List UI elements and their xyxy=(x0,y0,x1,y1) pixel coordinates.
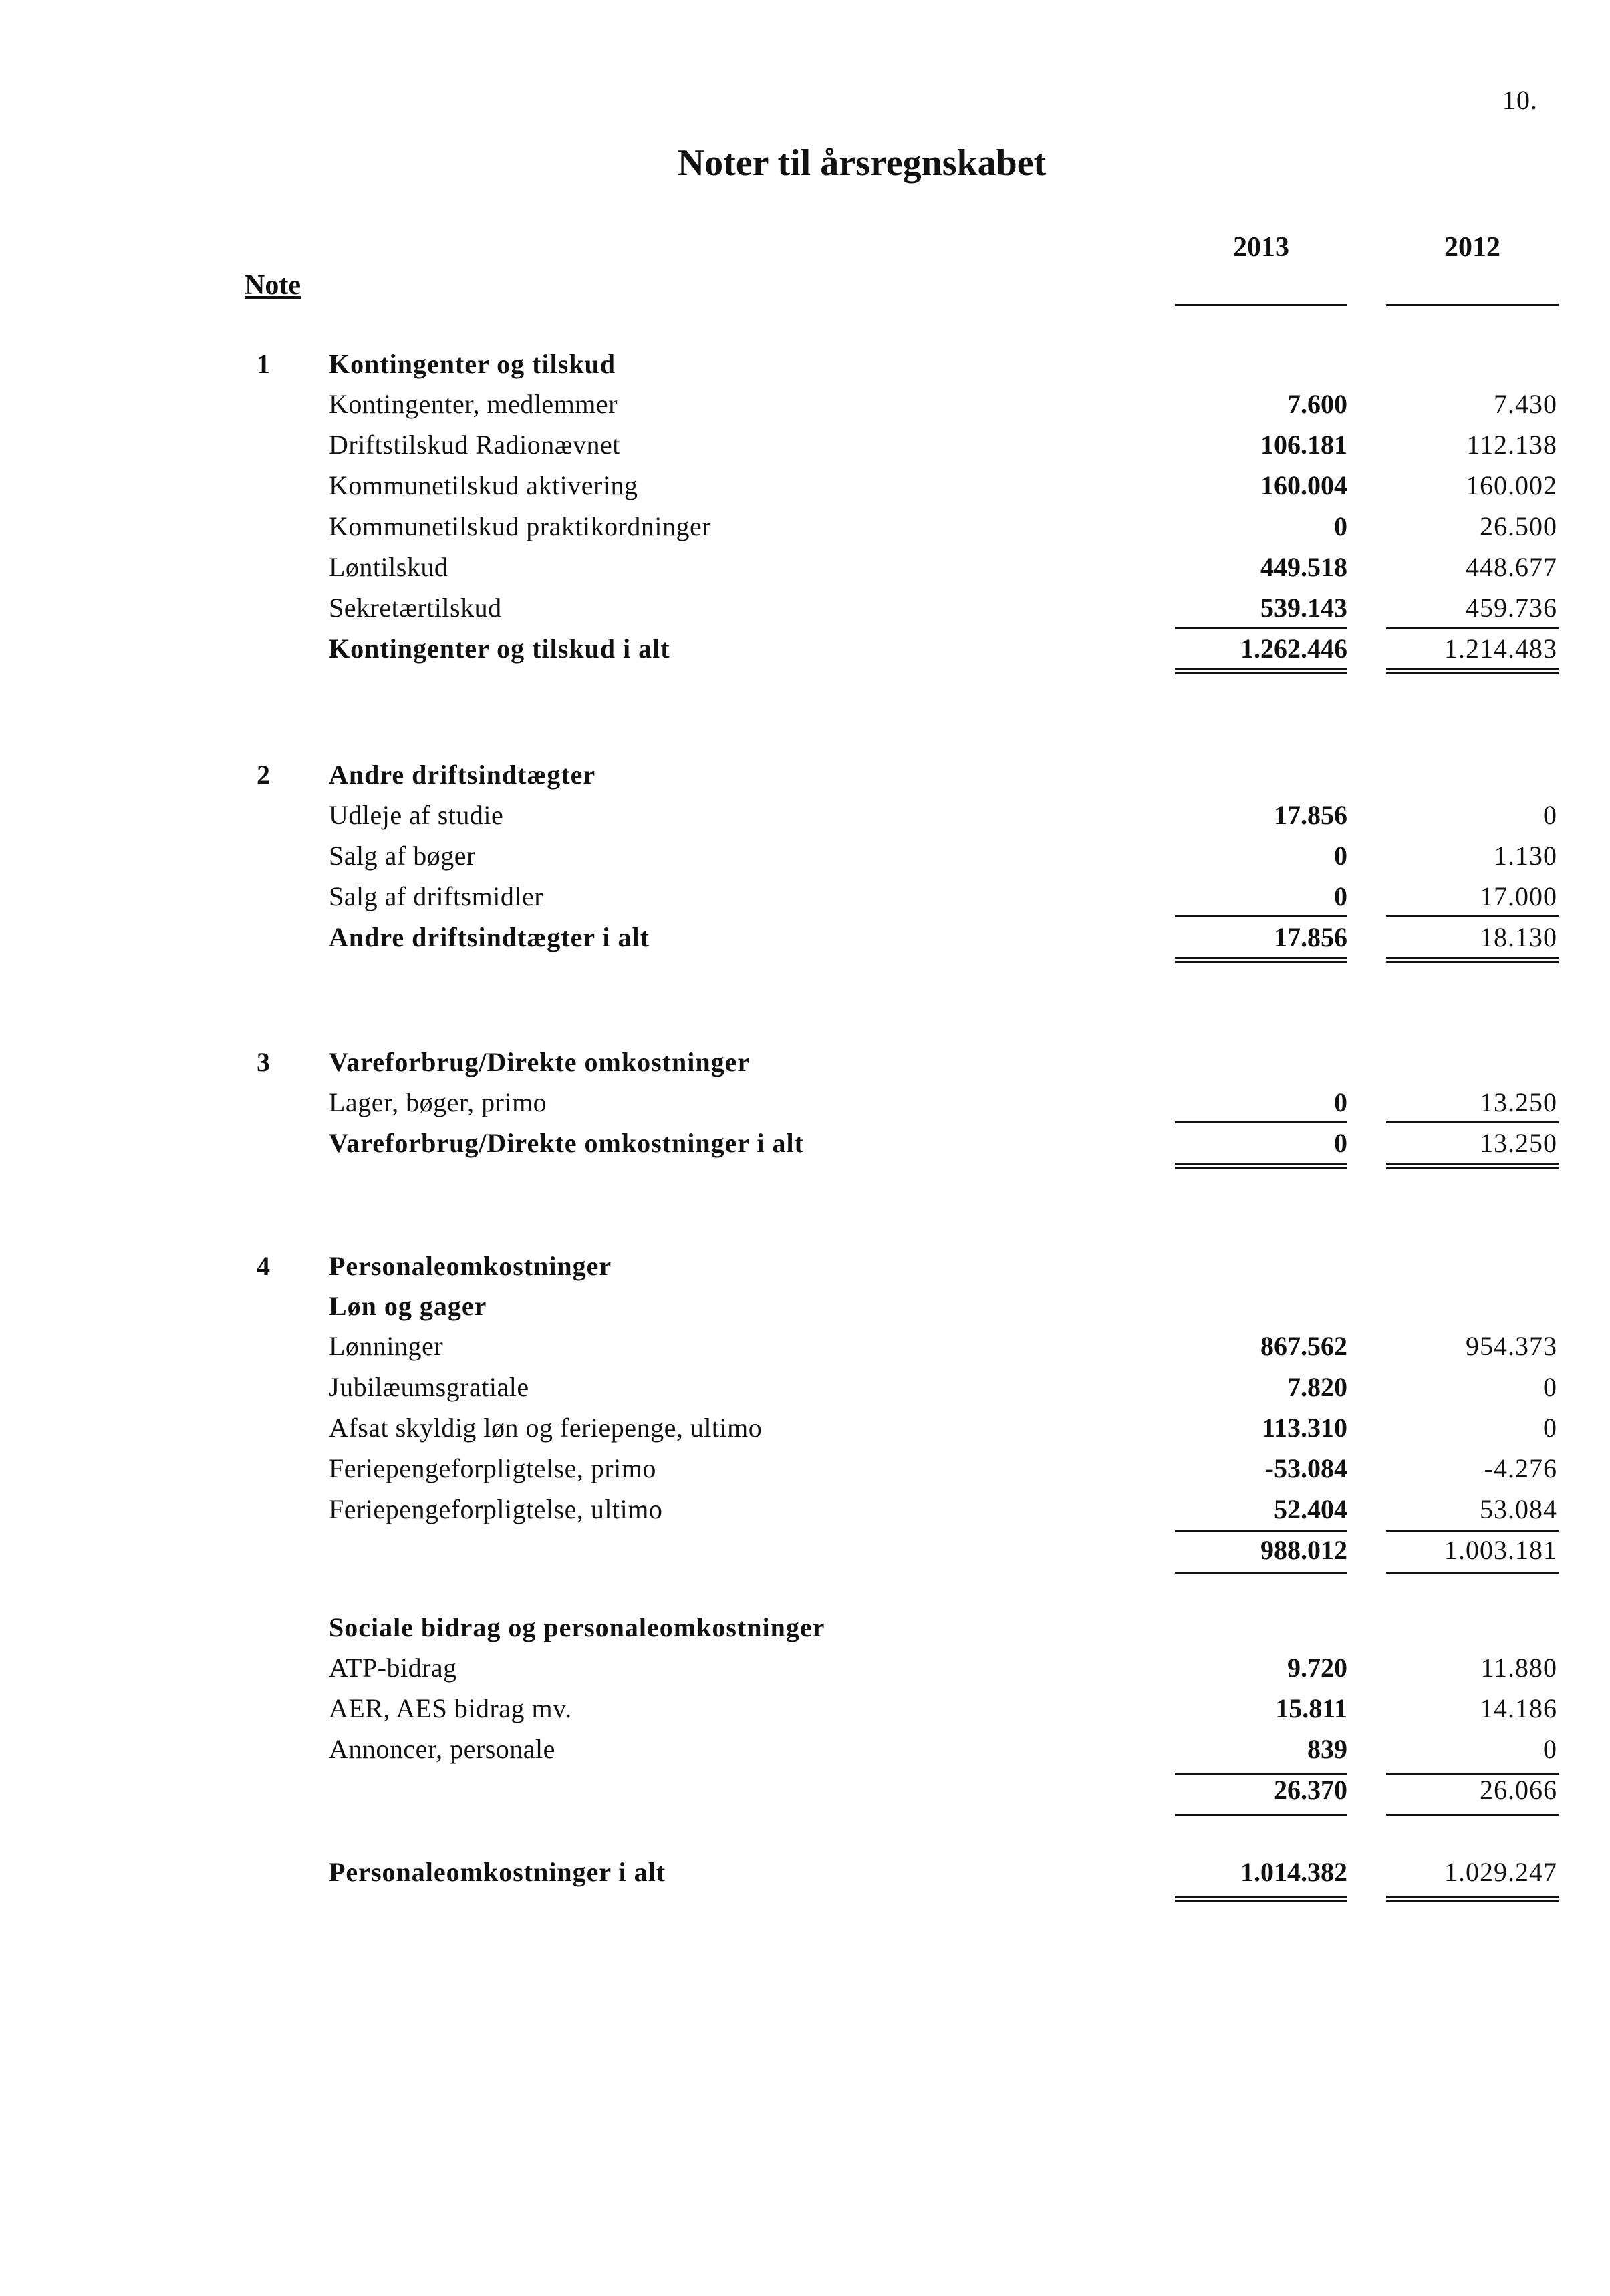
double-rule xyxy=(1386,1163,1559,1169)
row-label: Feriepengeforpligtelse, ultimo xyxy=(329,1494,663,1524)
table-row xyxy=(0,1489,1610,1530)
value-2012: 7.430 xyxy=(1494,389,1557,419)
row-label: ATP-bidrag xyxy=(329,1653,457,1683)
note-4-subheading-2: Sociale bidrag og personaleomkostninger xyxy=(329,1612,825,1642)
table-row xyxy=(0,795,1610,836)
row-label: Sekretærtilskud xyxy=(329,593,502,623)
total-row xyxy=(0,917,1610,958)
value-2012: -4.276 xyxy=(1484,1453,1557,1483)
header-rule-2013 xyxy=(1175,304,1347,306)
value-2013: 0 xyxy=(1334,881,1347,911)
double-rule xyxy=(1175,1896,1347,1902)
row-label: Afsat skyldig løn og feriepenge, ultimo xyxy=(329,1413,763,1443)
total-row xyxy=(0,629,1610,670)
value-2013: 106.181 xyxy=(1260,430,1347,460)
subtotal-bottom-rule xyxy=(1175,1572,1347,1574)
row-label: Feriepengeforpligtelse, primo xyxy=(329,1453,656,1483)
total-2013: 1.014.382 xyxy=(1240,1857,1347,1887)
row-label: Salg af driftsmidler xyxy=(329,881,544,911)
total-label: Vareforbrug/Direkte omkostninger i alt xyxy=(329,1128,804,1158)
row-label: Udleje af studie xyxy=(329,800,504,830)
table-row xyxy=(0,588,1610,629)
value-2013: 9.720 xyxy=(1287,1653,1347,1683)
total-label: Kontingenter og tilskud i alt xyxy=(329,633,670,664)
table-row xyxy=(0,507,1610,547)
note-1-heading: Kontingenter og tilskud xyxy=(329,349,616,379)
value-2012: 954.373 xyxy=(1466,1331,1557,1361)
row-label: Salg af bøger xyxy=(329,841,476,871)
total-2013: 1.262.446 xyxy=(1240,633,1347,664)
subtotal-2013: 988.012 xyxy=(1260,1535,1347,1565)
value-2012: 0 xyxy=(1543,800,1557,830)
value-2012: 11.880 xyxy=(1480,1653,1557,1683)
double-rule xyxy=(1175,668,1347,674)
column-header-2012: 2012 xyxy=(1444,232,1500,263)
page-number: 10. xyxy=(1502,85,1538,115)
double-rule xyxy=(1386,668,1559,674)
table-row xyxy=(0,836,1610,877)
total-2013: 17.856 xyxy=(1274,922,1347,952)
value-2013: 0 xyxy=(1334,511,1347,541)
subtotal-bottom-rule xyxy=(1175,1814,1347,1816)
note-column-header: Note xyxy=(245,270,301,301)
value-2013: 160.004 xyxy=(1260,470,1347,500)
value-2012: 0 xyxy=(1543,1372,1557,1402)
total-2012: 18.130 xyxy=(1480,922,1557,952)
total-2013: 0 xyxy=(1334,1128,1347,1158)
value-2012: 53.084 xyxy=(1480,1494,1557,1524)
table-row xyxy=(0,1083,1610,1123)
row-label: Kommunetilskud aktivering xyxy=(329,470,638,500)
total-row xyxy=(0,1123,1610,1164)
total-2012: 13.250 xyxy=(1480,1128,1557,1158)
table-row xyxy=(0,547,1610,588)
note-2-section xyxy=(0,755,1610,958)
double-rule xyxy=(1175,957,1347,963)
table-row xyxy=(0,1689,1610,1729)
note-2-heading: Andre driftsindtægter xyxy=(329,760,596,790)
subtotal-bottom-rule xyxy=(1386,1814,1559,1816)
note-2-number: 2 xyxy=(257,760,270,790)
row-label: Annoncer, personale xyxy=(329,1734,555,1764)
subtotal-row xyxy=(0,1770,1610,1811)
row-label: Jubilæumsgratiale xyxy=(329,1372,529,1402)
table-row xyxy=(0,1326,1610,1367)
value-2012: 0 xyxy=(1543,1413,1557,1443)
note-1-section xyxy=(0,344,1610,670)
row-label: AER, AES bidrag mv. xyxy=(329,1693,572,1723)
table-row xyxy=(0,1408,1610,1449)
row-label: Lager, bøger, primo xyxy=(329,1087,547,1117)
table-row xyxy=(0,877,1610,917)
column-header-2013: 2013 xyxy=(1233,232,1289,263)
value-2012: 14.186 xyxy=(1480,1693,1557,1723)
value-2012: 112.138 xyxy=(1466,430,1557,460)
value-2013: 7.600 xyxy=(1287,389,1347,419)
subtotal-bottom-rule xyxy=(1386,1572,1559,1574)
note-3-number: 3 xyxy=(257,1047,270,1077)
row-label: Kommunetilskud praktikordninger xyxy=(329,511,712,541)
table-row xyxy=(0,384,1610,425)
double-rule xyxy=(1386,1896,1559,1902)
note-3-section xyxy=(0,1042,1610,1164)
value-2012: 17.000 xyxy=(1480,881,1557,911)
row-label: Driftstilskud Radionævnet xyxy=(329,430,620,460)
value-2013: 52.404 xyxy=(1274,1494,1347,1524)
subtotal-row xyxy=(0,1530,1610,1571)
subtotal-2013: 26.370 xyxy=(1274,1775,1347,1805)
total-2012: 1.214.483 xyxy=(1444,633,1557,664)
value-2013: 449.518 xyxy=(1260,552,1347,582)
note-3-heading: Vareforbrug/Direkte omkostninger xyxy=(329,1047,751,1077)
value-2013: 113.310 xyxy=(1262,1413,1347,1443)
double-rule xyxy=(1386,957,1559,963)
table-row xyxy=(0,1648,1610,1689)
value-2013: 0 xyxy=(1334,841,1347,871)
note-4-number: 4 xyxy=(257,1251,270,1281)
page-title: Noter til årsregnskabet xyxy=(677,142,1047,184)
value-2013: 867.562 xyxy=(1260,1331,1347,1361)
double-rule xyxy=(1175,1163,1347,1169)
row-label: Lønninger xyxy=(329,1331,444,1361)
total-label: Andre driftsindtægter i alt xyxy=(329,922,650,952)
value-2013: 0 xyxy=(1334,1087,1347,1117)
total-row xyxy=(0,1852,1610,1893)
subtotal-2012: 26.066 xyxy=(1480,1775,1557,1805)
value-2012: 0 xyxy=(1543,1734,1557,1764)
value-2013: 17.856 xyxy=(1274,800,1347,830)
value-2013: -53.084 xyxy=(1264,1453,1347,1483)
value-2012: 26.500 xyxy=(1480,511,1557,541)
header-rule-2012 xyxy=(1386,304,1559,306)
value-2013: 839 xyxy=(1307,1734,1347,1764)
value-2012: 448.677 xyxy=(1466,552,1557,582)
value-2013: 15.811 xyxy=(1275,1693,1347,1723)
value-2012: 1.130 xyxy=(1494,841,1557,871)
value-2013: 539.143 xyxy=(1260,593,1347,623)
table-row xyxy=(0,1367,1610,1408)
note-4-subheading-1: Løn og gager xyxy=(329,1291,487,1321)
table-row xyxy=(0,1449,1610,1489)
row-label: Kontingenter, medlemmer xyxy=(329,389,618,419)
subtotal-2012: 1.003.181 xyxy=(1444,1535,1557,1565)
row-label: Løntilskud xyxy=(329,552,448,582)
value-2012: 459.736 xyxy=(1466,593,1557,623)
table-row xyxy=(0,425,1610,466)
value-2012: 13.250 xyxy=(1480,1087,1557,1117)
table-row xyxy=(0,466,1610,507)
table-row xyxy=(0,1729,1610,1770)
value-2013: 7.820 xyxy=(1287,1372,1347,1402)
total-label: Personaleomkostninger i alt xyxy=(329,1857,666,1887)
note-4-section xyxy=(0,1246,1610,1893)
note-4-heading: Personaleomkostninger xyxy=(329,1251,612,1281)
value-2012: 160.002 xyxy=(1466,470,1557,500)
total-2012: 1.029.247 xyxy=(1444,1857,1557,1887)
note-1-number: 1 xyxy=(257,349,270,379)
